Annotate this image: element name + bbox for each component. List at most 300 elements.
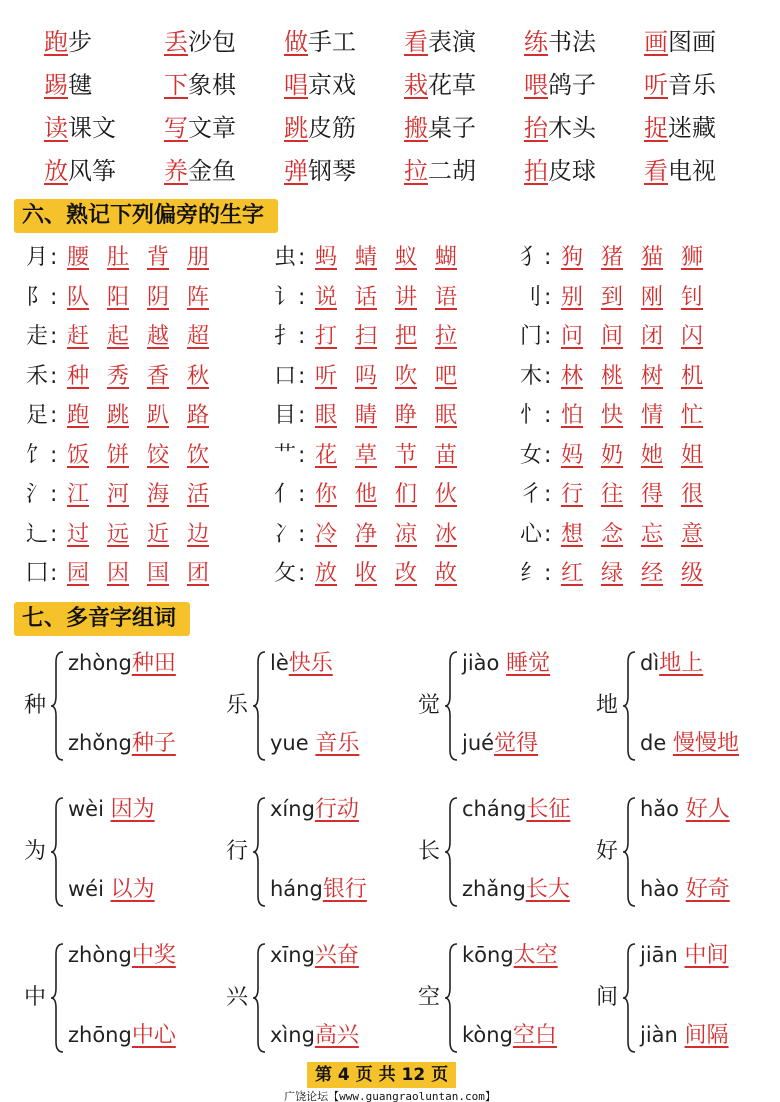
radical-character: 讲	[394, 284, 417, 310]
polyphone-reading-bottom	[462, 726, 538, 761]
phrase-object: 二胡	[428, 157, 476, 185]
compound-word: 行动	[314, 797, 359, 822]
polyphone-reading-bottom	[640, 726, 739, 761]
action-phrase	[524, 106, 596, 150]
radical-label: 月	[25, 245, 48, 270]
phrase-object: 风筝	[68, 157, 116, 185]
phrase-verb: 搬	[404, 114, 428, 142]
radical-character: 绿	[600, 561, 623, 586]
action-phrase	[644, 20, 716, 64]
phrase-verb: 唱	[284, 71, 308, 99]
phrase-object: 沙包	[188, 28, 236, 56]
polyphone-entry	[596, 792, 776, 912]
polyphone-reading-top	[270, 792, 359, 827]
radical-colon: :	[50, 284, 58, 310]
phrase-verb: 下	[164, 71, 188, 99]
pinyin: kòng	[462, 1023, 513, 1047]
radical-character: 起	[106, 324, 129, 349]
radical-label: 辶	[25, 521, 48, 547]
polyphone-reading-top	[462, 646, 550, 681]
radical-character: 间	[600, 324, 623, 349]
radical-character: 桃	[600, 363, 623, 389]
radical-character: 钊	[680, 284, 703, 310]
radical-row	[0, 436, 780, 476]
radical-group	[24, 475, 218, 515]
radical-character: 蝴	[434, 245, 457, 270]
radical-character: 问	[560, 324, 583, 349]
pinyin: xīng	[270, 943, 315, 967]
pinyin: dì	[640, 651, 660, 675]
radical-label: 纟	[519, 561, 542, 586]
radical-colon: :	[50, 403, 58, 428]
action-phrase	[44, 106, 116, 150]
phrase-object: 皮筋	[308, 114, 356, 142]
compound-word: 快乐	[288, 651, 333, 676]
phrase-verb: 拉	[404, 157, 428, 185]
radical-group	[518, 475, 712, 515]
radical-character: 近	[146, 521, 169, 547]
phrase-object: 鸽子	[548, 71, 596, 99]
radical-label: 木	[519, 363, 542, 389]
phrase-verb: 喂	[524, 71, 548, 99]
radical-colon: :	[50, 324, 58, 349]
radical-character: 凉	[394, 521, 417, 547]
curly-brace-icon	[622, 650, 636, 762]
phrase-verb: 看	[644, 157, 668, 185]
phrase-verb: 拍	[524, 157, 548, 185]
phrase-row	[0, 149, 780, 193]
pinyin: jué	[462, 731, 495, 755]
radical-colon: :	[544, 521, 552, 547]
polyphone-entry	[226, 792, 406, 912]
radical-colon: :	[544, 284, 552, 310]
action-phrase	[284, 63, 356, 107]
radical-character: 姐	[680, 442, 703, 468]
radical-character: 海	[146, 482, 169, 507]
radical-character: 朋	[186, 245, 209, 270]
polyphone-character: 好	[596, 839, 619, 864]
pinyin: kōng	[462, 943, 514, 967]
radical-character: 红	[560, 561, 583, 586]
radical-character: 越	[146, 324, 169, 349]
radical-character: 她	[640, 442, 663, 468]
phrase-object: 迷藏	[668, 114, 716, 142]
polyphone-reading-top	[68, 646, 176, 681]
radical-colon: :	[298, 442, 306, 468]
radical-character: 饮	[186, 442, 209, 468]
section-6-header: 六、熟记下列偏旁的生字	[14, 199, 278, 233]
radical-character: 超	[186, 324, 209, 349]
polyphone-character: 行	[226, 839, 249, 864]
radical-group	[272, 357, 466, 397]
radical-character: 睛	[354, 403, 377, 428]
polyphone-character: 长	[418, 839, 441, 864]
radical-character: 行	[560, 482, 583, 507]
phrase-verb: 跳	[284, 114, 308, 142]
action-phrase	[284, 106, 356, 150]
site-watermark: 广饶论坛【www.guangraoluntan.com】	[284, 1090, 496, 1102]
phrase-row	[0, 63, 780, 107]
radical-character: 蚁	[394, 245, 417, 270]
radical-row	[0, 238, 780, 278]
compound-word: 睡觉	[506, 651, 551, 676]
polyphone-entry	[596, 938, 776, 1058]
radical-character: 阳	[106, 284, 129, 310]
action-phrase	[524, 63, 596, 107]
radical-character: 闪	[680, 324, 703, 349]
radical-label: 足	[25, 403, 48, 428]
section-7-header: 七、多音字组词	[14, 602, 190, 636]
curly-brace-icon	[50, 650, 64, 762]
curly-brace-icon	[252, 650, 266, 762]
phrase-verb: 跑	[44, 28, 68, 56]
radical-character: 忘	[640, 521, 663, 547]
radical-character: 狮	[680, 245, 703, 270]
radical-character: 眠	[434, 403, 457, 428]
radical-label: 阝	[25, 284, 48, 310]
radical-group	[518, 515, 712, 555]
pinyin: xíng	[270, 797, 315, 821]
radical-group	[272, 554, 466, 594]
polyphone-character: 中	[24, 985, 47, 1010]
compound-word: 慢慢地	[672, 731, 739, 756]
radical-colon: :	[50, 561, 58, 586]
radical-character: 闭	[640, 324, 663, 349]
phrase-object: 音乐	[668, 71, 716, 99]
action-phrase	[164, 20, 236, 64]
polyphone-character: 种	[24, 693, 47, 718]
radical-group	[24, 396, 218, 436]
radical-character: 冰	[434, 521, 457, 547]
radical-group	[272, 436, 466, 476]
polyphone-reading-bottom	[68, 726, 176, 761]
radical-character: 们	[394, 482, 417, 507]
phrase-object: 桌子	[428, 114, 476, 142]
radical-row	[0, 515, 780, 555]
phrase-verb: 读	[44, 114, 68, 142]
radical-character: 苗	[434, 442, 457, 468]
polyphone-character: 兴	[226, 985, 249, 1010]
radical-character: 说	[314, 284, 337, 310]
radical-character: 放	[314, 561, 337, 586]
polyphone-reading-top	[68, 792, 155, 827]
radical-character: 往	[600, 482, 623, 507]
radical-character: 种	[66, 363, 89, 389]
radical-group	[272, 317, 466, 357]
radical-character: 团	[186, 561, 209, 586]
phrase-verb: 丢	[164, 28, 188, 56]
radical-character: 刚	[640, 284, 663, 310]
radical-group	[272, 278, 466, 318]
radical-label: 攵	[273, 561, 296, 586]
phrase-verb: 听	[644, 71, 668, 99]
radical-character: 扫	[354, 324, 377, 349]
radical-group	[518, 317, 712, 357]
radical-row	[0, 357, 780, 397]
radical-character: 你	[314, 482, 337, 507]
radical-character: 奶	[600, 442, 623, 468]
polyphone-reading-bottom	[640, 872, 730, 907]
radical-label: 口	[273, 363, 296, 389]
radical-label: 走	[25, 324, 48, 349]
polyphone-entry	[418, 938, 598, 1058]
radical-character: 故	[434, 561, 457, 586]
radical-character: 跳	[106, 403, 129, 428]
radical-character: 趴	[146, 403, 169, 428]
action-phrase	[44, 63, 92, 107]
phrase-object: 象棋	[188, 71, 236, 99]
compound-word: 太空	[513, 943, 558, 968]
action-phrase	[164, 149, 236, 193]
curly-brace-icon	[252, 942, 266, 1054]
polyphone-reading-top	[640, 792, 730, 827]
radical-label: 艹	[273, 442, 296, 468]
radical-label: 禾	[25, 363, 48, 389]
radical-group	[24, 317, 218, 357]
radical-label: 氵	[25, 482, 48, 507]
radical-label: 心	[519, 521, 542, 547]
action-phrase	[524, 149, 596, 193]
radical-group	[518, 238, 712, 278]
radical-character: 跑	[66, 403, 89, 428]
radical-label: 忄	[519, 403, 542, 428]
radical-character: 饺	[146, 442, 169, 468]
curly-brace-icon	[622, 942, 636, 1054]
radical-character: 意	[680, 521, 703, 547]
radical-group	[24, 238, 218, 278]
pinyin: lè	[270, 651, 289, 675]
radical-label: 饣	[25, 442, 48, 468]
compound-word: 空白	[512, 1023, 557, 1048]
polyphone-reading-bottom	[68, 1018, 176, 1053]
pinyin: wèi	[68, 797, 111, 821]
radical-character: 他	[354, 482, 377, 507]
radical-character: 过	[66, 521, 89, 547]
radical-character: 因	[106, 561, 129, 586]
polyphone-reading-bottom	[270, 872, 367, 907]
radical-character: 语	[434, 284, 457, 310]
phrase-object: 表演	[428, 28, 476, 56]
radical-colon: :	[298, 561, 306, 586]
radical-label: 虫	[273, 245, 296, 270]
radical-colon: :	[298, 324, 306, 349]
action-phrase	[644, 149, 716, 193]
radical-character: 冷	[314, 521, 337, 547]
radical-label: 犭	[519, 245, 542, 270]
radical-colon: :	[298, 521, 306, 547]
radical-character: 背	[146, 245, 169, 270]
compound-word: 高兴	[314, 1023, 359, 1048]
phrase-object: 文章	[188, 114, 236, 142]
radical-colon: :	[50, 521, 58, 547]
polyphone-reading-bottom	[462, 1018, 557, 1053]
radical-character: 吹	[394, 363, 417, 389]
pinyin: wéi	[68, 877, 111, 901]
radical-row	[0, 554, 780, 594]
radical-character: 经	[640, 561, 663, 586]
radical-character: 远	[106, 521, 129, 547]
phrase-object: 课文	[68, 114, 116, 142]
radical-character: 很	[680, 482, 703, 507]
polyphone-entry	[24, 646, 204, 766]
action-phrase	[404, 149, 476, 193]
radical-group	[518, 278, 712, 318]
action-phrase	[404, 63, 476, 107]
pinyin: zhòng	[68, 943, 132, 967]
curly-brace-icon	[444, 796, 458, 908]
curly-brace-icon	[50, 796, 64, 908]
phrase-verb: 看	[404, 28, 428, 56]
action-phrase	[404, 106, 476, 150]
radical-character: 花	[314, 442, 337, 468]
polyphone-reading-bottom	[68, 872, 155, 907]
polyphone-reading-top	[68, 938, 176, 973]
action-phrase	[44, 149, 116, 193]
radical-character: 节	[394, 442, 417, 468]
radical-group	[518, 357, 712, 397]
radical-character: 队	[66, 284, 89, 310]
polyphone-character: 间	[596, 985, 619, 1010]
phrase-row	[0, 106, 780, 150]
radical-character: 吧	[434, 363, 457, 389]
phrase-verb: 做	[284, 28, 308, 56]
radical-character: 情	[640, 403, 663, 428]
phrase-row	[0, 20, 780, 64]
pinyin: yue	[270, 731, 316, 755]
radical-group	[24, 554, 218, 594]
action-phrase	[44, 20, 92, 64]
pinyin: de	[640, 731, 673, 755]
radical-colon: :	[298, 245, 306, 270]
radical-group	[272, 238, 466, 278]
polyphone-character: 乐	[226, 693, 249, 718]
radical-group	[24, 278, 218, 318]
radical-colon: :	[544, 442, 552, 468]
radical-character: 净	[354, 521, 377, 547]
radical-character: 活	[186, 482, 209, 507]
radical-character: 草	[354, 442, 377, 468]
radical-character: 打	[314, 324, 337, 349]
radical-character: 收	[354, 561, 377, 586]
radical-character: 得	[640, 482, 663, 507]
action-phrase	[284, 149, 356, 193]
radical-character: 河	[106, 482, 129, 507]
action-phrase	[524, 20, 596, 64]
polyphone-reading-top	[640, 938, 729, 973]
radical-colon: :	[50, 442, 58, 468]
radical-group	[272, 396, 466, 436]
compound-word: 长征	[526, 797, 571, 822]
radical-character: 秀	[106, 363, 129, 389]
action-phrase	[164, 106, 236, 150]
action-phrase	[644, 106, 716, 150]
compound-word: 银行	[322, 877, 367, 902]
action-phrase	[164, 63, 236, 107]
radical-character: 眼	[314, 403, 337, 428]
polyphone-entry	[24, 792, 204, 912]
radical-colon: :	[544, 245, 552, 270]
radical-row	[0, 396, 780, 436]
radical-character: 饼	[106, 442, 129, 468]
polyphone-reading-top	[462, 792, 570, 827]
polyphone-entry	[24, 938, 204, 1058]
radical-colon: :	[50, 482, 58, 507]
phrase-verb: 踢	[44, 71, 68, 99]
phrase-verb: 捉	[644, 114, 668, 142]
compound-word: 地上	[659, 651, 704, 676]
phrase-object: 步	[68, 28, 92, 56]
compound-word: 间隔	[684, 1023, 729, 1048]
radical-colon: :	[50, 245, 58, 270]
radical-label: 囗	[25, 561, 48, 586]
radical-row	[0, 317, 780, 357]
phrase-verb: 放	[44, 157, 68, 185]
compound-word: 中间	[684, 943, 729, 968]
polyphone-entry	[418, 646, 598, 766]
compound-word: 好人	[685, 797, 730, 822]
pinyin: jiàn	[640, 1023, 685, 1047]
pinyin: zhǎng	[462, 877, 526, 901]
radical-character: 饭	[66, 442, 89, 468]
radical-character: 阴	[146, 284, 169, 310]
phrase-verb: 养	[164, 157, 188, 185]
radical-label: 刂	[519, 284, 542, 310]
radical-group	[24, 436, 218, 476]
radical-colon: :	[544, 363, 552, 389]
polyphone-reading-top	[270, 938, 359, 973]
compound-word: 音乐	[315, 731, 360, 756]
radical-group	[24, 357, 218, 397]
curly-brace-icon	[444, 650, 458, 762]
polyphone-character: 为	[24, 839, 47, 864]
radical-group	[24, 515, 218, 555]
phrase-object: 皮球	[548, 157, 596, 185]
radical-character: 快	[600, 403, 623, 428]
radical-label: 冫	[273, 521, 296, 547]
radical-character: 拉	[434, 324, 457, 349]
polyphone-reading-top	[640, 646, 703, 681]
compound-word: 种田	[131, 651, 176, 676]
phrase-object: 金鱼	[188, 157, 236, 185]
radical-character: 级	[680, 561, 703, 586]
radical-character: 睁	[394, 403, 417, 428]
polyphone-entry	[596, 646, 776, 766]
curly-brace-icon	[252, 796, 266, 908]
radical-character: 怕	[560, 403, 583, 428]
radical-character: 腰	[66, 245, 89, 270]
radical-character: 狗	[560, 245, 583, 270]
phrase-object: 花草	[428, 71, 476, 99]
radical-colon: :	[298, 363, 306, 389]
radical-character: 蜻	[354, 245, 377, 270]
radical-character: 伙	[434, 482, 457, 507]
action-phrase	[284, 20, 356, 64]
phrase-object: 木头	[548, 114, 596, 142]
radical-character: 蚂	[314, 245, 337, 270]
curly-brace-icon	[50, 942, 64, 1054]
phrase-verb: 练	[524, 28, 548, 56]
radical-label: 门	[519, 324, 542, 349]
polyphone-reading-bottom	[462, 872, 570, 907]
radical-row	[0, 278, 780, 318]
phrase-verb: 画	[644, 28, 668, 56]
radical-label: 彳	[519, 482, 542, 507]
radical-character: 江	[66, 482, 89, 507]
polyphone-entry	[226, 646, 406, 766]
pinyin: zhǒng	[68, 731, 132, 755]
radical-character: 肚	[106, 245, 129, 270]
radical-character: 边	[186, 521, 209, 547]
